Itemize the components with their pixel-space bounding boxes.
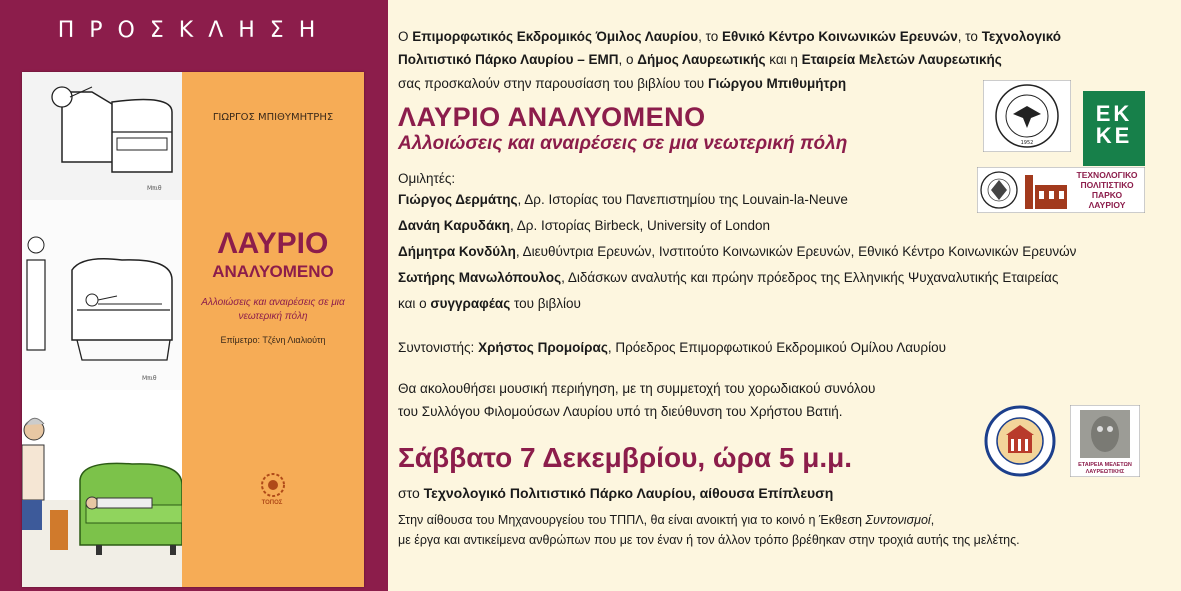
- intro-text: Ο: [398, 29, 413, 44]
- tppl-text-3: ΠΑΡΚΟ: [1091, 190, 1123, 200]
- eml-logo: [1070, 405, 1140, 477]
- org-eml: Εταιρεία Μελετών Λαυρεωτικής: [801, 52, 1002, 67]
- exhibit-text: ,: [930, 513, 935, 527]
- ekke-letters-1: ΕΚ: [1095, 101, 1133, 126]
- speaker-item: [398, 244, 1076, 260]
- speaker-name: Δήμητρα Κονδύλη: [398, 244, 516, 259]
- intro-text: σας προσκαλούν στην παρουσίαση του βιβλίου του: [398, 76, 708, 91]
- speaker-desc: , Δρ. Ιστορίας του Πανεπιστημίου της Louvain-la-Neuve: [517, 192, 848, 207]
- intro-line-1: [398, 29, 1061, 45]
- eml-text-2: ΛΑΥΡΕΩΤΙΚΗΣ: [1085, 469, 1125, 475]
- tppl-text-2: ΠΟΛΙΤΙΣΤΙΚΟ: [1080, 180, 1134, 190]
- speaker-name: Σωτήρης Μανωλόπουλος: [398, 270, 562, 285]
- intro-line-2: [398, 52, 1002, 68]
- org-tppl-part: Τεχνολογικό: [981, 29, 1062, 44]
- org-eeol: Επιμορφωτικός Εκδρομικός Όμιλος Λαυρίου: [412, 29, 699, 44]
- speaker-item: [398, 270, 1058, 286]
- exhibit-line-1: [398, 512, 934, 528]
- speaker-desc: και ο: [398, 296, 431, 311]
- org-dimos: Δήμος Λαυρεωτικής: [637, 52, 766, 67]
- tppl-text-4: ΛΑΥΡΙΟΥ: [1088, 200, 1126, 210]
- venue-name: Τεχνολογικό Πολιτιστικό Πάρκο Λαυρίου, αίθουσα Επίπλευση: [423, 485, 834, 501]
- illustration-top: [22, 72, 182, 201]
- intro-text: , το: [698, 29, 723, 44]
- speaker-desc: , Δρ. Ιστορίας Birbeck, University of London: [510, 218, 771, 233]
- svg-text:Μπιθ: Μπιθ: [147, 185, 162, 192]
- cover-subtitle: Αλλοιώσεις και αναιρέσεις σε μια νεωτερική πόλη: [201, 297, 345, 322]
- tppl-text-1: ΤΕΧΝΟΛΟΓΙΚΟ: [1076, 170, 1138, 180]
- cover-editor: Επίμετρο: Τζένη Λιαλιούτη: [220, 335, 326, 345]
- exhibit-line-2: με έργα και αντικείμενα ανθρώπων που με τον έναν ή τον άλλον τρόπο βρέθηκαν στην τροχιά αυτής της μελέτης.: [398, 533, 1020, 547]
- publisher-logo-icon: [260, 472, 286, 498]
- speaker-desc: , Διδάσκων αναλυτής και πρώην πρόεδρος της Ελληνικής Ψυχαναλυτικής Εταιρείας: [561, 270, 1059, 285]
- left-panel: [0, 0, 388, 591]
- exhibit-text: Στην αίθουσα του Μηχανουργείου του ΤΠΠΛ, θα είναι ανοικτή για το κοινό η Έκθεση: [398, 513, 866, 527]
- eml-text-1: ΕΤΑΙΡΕΙΑ ΜΕΛΕΤΩΝ: [1078, 462, 1132, 468]
- moderator-desc: , Πρόεδρος Επιμορφωτικού Εκδρομικού Ομίλου Λαυρίου: [607, 340, 946, 355]
- intro-line-3: [398, 76, 846, 92]
- org-ekke: Εθνικό Κέντρο Κοινωνικών Ερευνών: [722, 29, 958, 44]
- eeol-seal-logo: [983, 80, 1071, 152]
- author-name: Γιώργου Μπιθυμήτρη: [707, 76, 847, 91]
- cover-author: ΓΙΩΡΓΟΣ ΜΠΙΘΥΜΗΤΡΗΣ: [212, 112, 334, 123]
- speaker-name: Γιώργος Δερμάτης: [398, 192, 518, 207]
- seal-year: 1952: [1020, 140, 1034, 146]
- intro-text: , ο: [618, 52, 638, 67]
- speaker-item: [398, 218, 770, 234]
- moderator-name: Χρήστος Προμοίρας: [478, 340, 608, 355]
- speaker-item: [398, 192, 848, 208]
- speakers-label: Ομιλητές:: [398, 171, 456, 186]
- svg-text:Μπιθ: Μπιθ: [142, 375, 157, 382]
- ekke-logo: [1083, 91, 1145, 166]
- publisher-name: ΤΟΠΟΣ: [261, 500, 283, 506]
- cover-title-line1: ΛΑΥΡΙΟ: [217, 227, 329, 260]
- speaker-name: Δανάη Καρυδάκη: [398, 218, 511, 233]
- speaker-name: συγγραφέας: [430, 296, 511, 311]
- tppl-logo: [977, 167, 1145, 213]
- venue-line: [398, 485, 833, 501]
- music-line-2: του Συλλόγου Φιλομούσων Λαυρίου υπό τη διεύθυνση του Χρήστου Βατιή.: [398, 404, 843, 419]
- illustration-bottom: [22, 390, 182, 587]
- speaker-desc: , Διευθύντρια Ερευνών, Ινστιτούτο Κοινωνικών Ερευνών, Εθνικό Κέντρο Κοινωνικών Ερευνών: [515, 244, 1077, 259]
- intro-text: , το: [957, 29, 982, 44]
- music-line-1: Θα ακολουθήσει μουσική περιήγηση, με τη συμμετοχή του χορωδιακού συνόλου: [398, 381, 876, 396]
- venue-prefix: στο: [398, 485, 424, 501]
- cover-panel: [182, 72, 364, 587]
- speaker-desc: του βιβλίου: [510, 296, 581, 311]
- author-speaker-line: [398, 296, 581, 312]
- cover-title-line2: ΑΝΑΛΥΟΜΕΝΟ: [212, 262, 334, 281]
- ekke-letters-2: ΚΕ: [1095, 123, 1133, 148]
- dimos-lavreotikis-logo: [984, 405, 1056, 477]
- invite-title: ΠΡΟΣΚΛΗΣΗ: [57, 18, 331, 43]
- exhibit-title: Συντονισμοί: [865, 513, 931, 527]
- moderator-line: [398, 340, 946, 356]
- event-subtitle: Αλλοιώσεις και αναιρέσεις σε μια νεωτερική πόλη: [398, 133, 848, 154]
- org-tppl: Πολιτιστικό Πάρκο Λαυρίου – ΕΜΠ: [398, 52, 619, 67]
- illustration-middle: [22, 200, 182, 391]
- book-cover: [22, 72, 364, 587]
- intro-text: και η: [765, 52, 802, 67]
- event-date: Σάββατο 7 Δεκεμβρίου, ώρα 5 μ.μ.: [398, 442, 853, 473]
- event-title: ΛΑΥΡΙΟ ΑΝΑΛΥΟΜΕΝΟ: [398, 102, 706, 132]
- moderator-label: Συντονιστής:: [398, 340, 479, 355]
